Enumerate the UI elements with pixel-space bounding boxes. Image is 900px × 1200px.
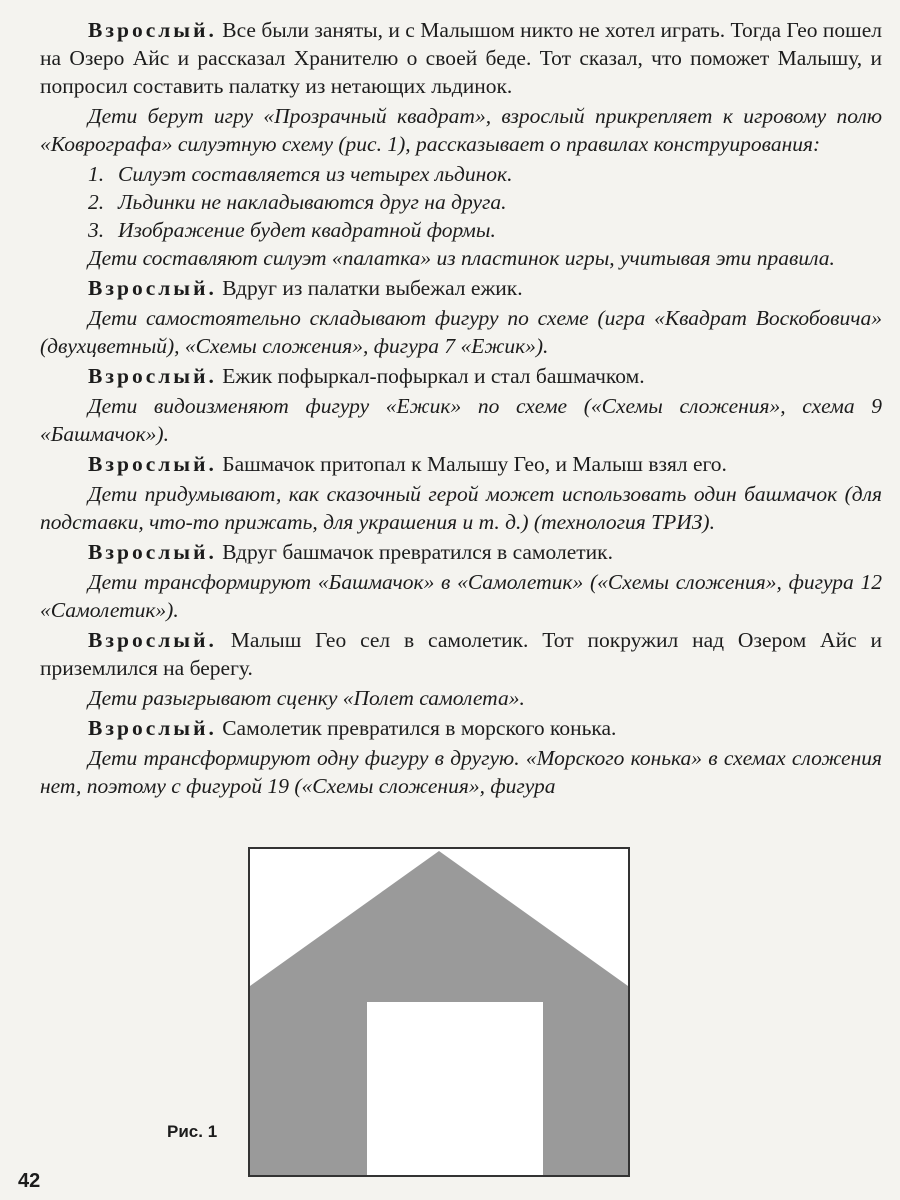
paragraph — [40, 362, 882, 390]
speaker-label: Взрослый. — [88, 540, 217, 564]
speaker-label: Взрослый. — [88, 364, 217, 388]
paragraph — [40, 480, 882, 536]
rule-number: 3. — [88, 218, 105, 242]
paragraph-text: Дети самостоятельно складывают фигуру по схеме (игра «Квадрат Воскобовича» (двухцветный), «Схемы сложения», фигура 7 «Ежик»). — [40, 306, 882, 358]
speaker-label: Взрослый. — [88, 18, 217, 42]
figure-caption: Рис. 1 — [167, 1122, 218, 1141]
paragraph — [40, 102, 882, 158]
paragraph-text: Все были заняты, и с Малышом никто не хотел играть. Тогда Гео пошел на Озеро Айс и рассказал Хранителю о своей беде. Тот сказал, что поможет Малышу, и попросил составить палатку из нетающих льдинок. — [40, 18, 882, 98]
paragraph — [40, 744, 882, 800]
paragraph-text: Дети видоизменяют фигуру «Ежик» по схеме («Схемы сложения», схема 9 «Башмачок»). — [40, 394, 882, 446]
rule-item — [40, 216, 882, 244]
paragraph-text: Вдруг башмачок превратился в самолетик. — [216, 540, 613, 564]
paragraph-text: Дети трансформируют «Башмачок» в «Самолетик» («Схемы сложения», фигура 12 «Самолетик»). — [40, 570, 882, 622]
tent-door-opening — [367, 1002, 543, 1175]
paragraph-text: Самолетик превратился в морского конька. — [216, 716, 617, 740]
paragraph — [40, 714, 882, 742]
paragraph — [40, 304, 882, 360]
rule-text: Изображение будет квадратной формы. — [118, 218, 496, 242]
paragraph — [40, 568, 882, 624]
paragraph — [40, 450, 882, 478]
rule-item — [40, 188, 882, 216]
paragraph-text: Дети разыгрывают сценку «Полет самолета». — [88, 686, 525, 710]
rule-text: Льдинки не накладываются друг на друга. — [118, 190, 507, 214]
paragraph — [40, 274, 882, 302]
tent-silhouette-diagram — [250, 849, 628, 1175]
body-text — [40, 16, 882, 802]
paragraph — [40, 538, 882, 566]
paragraph-text: Башмачок притопал к Малышу Гео, и Малыш взял его. — [216, 452, 727, 476]
speaker-label: Взрослый. — [88, 628, 217, 652]
paragraph-text: Дети придумывают, как сказочный герой может использовать один башмачок (для подставки, что-то прижать, для украшения и т. д.) (технология ТРИЗ). — [40, 482, 882, 534]
paragraph — [40, 16, 882, 100]
speaker-label: Взрослый. — [88, 276, 217, 300]
speaker-label: Взрослый. — [88, 452, 217, 476]
paragraph-text: Дети трансформируют одну фигуру в другую. «Морского конька» в схемах сложения нет, поэтому с фигурой 19 («Схемы сложения», фигура — [40, 746, 882, 798]
page-number: 42 — [18, 1170, 41, 1192]
paragraph — [40, 244, 882, 272]
rule-text: Силуэт составляется из четырех льдинок. — [118, 162, 513, 186]
paragraph-text: Вдруг из палатки выбежал ежик. — [216, 276, 523, 300]
paragraph-text: Малыш Гео сел в самолетик. Тот покружил над Озером Айс и приземлился на берегу. — [40, 628, 882, 680]
paragraph — [40, 684, 882, 712]
paragraph-text: Дети составляют силуэт «палатка» из пластинок игры, учитывая эти правила. — [88, 246, 835, 270]
speaker-label: Взрослый. — [88, 716, 217, 740]
paragraph-text: Ежик пофыркал-пофыркал и стал башмачком. — [216, 364, 645, 388]
rule-number: 1. — [88, 162, 105, 186]
figure-tent-silhouette — [248, 847, 630, 1177]
paragraph-text: Дети берут игру «Прозрачный квадрат», взрослый прикрепляет к игровому полю «Коврографа» силуэтную схему (рис. 1), рассказывает о правилах конструирования: — [40, 104, 882, 156]
rule-item — [40, 160, 882, 188]
rule-number: 2. — [88, 190, 105, 214]
paragraph — [40, 392, 882, 448]
paragraph — [40, 626, 882, 682]
